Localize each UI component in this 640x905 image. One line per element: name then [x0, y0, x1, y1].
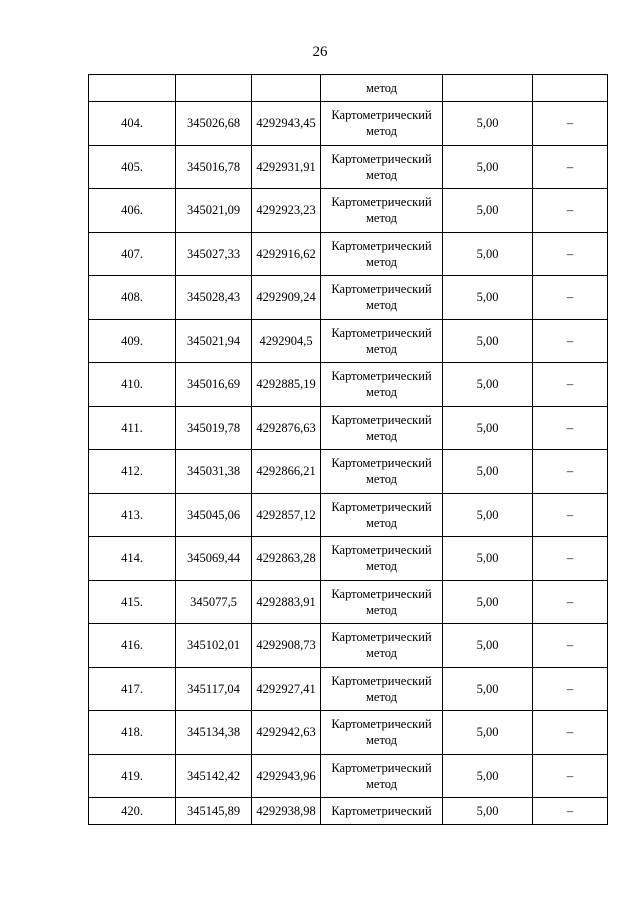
method-cell	[321, 580, 443, 624]
y-coordinate-cell: 4292916,62	[252, 232, 321, 276]
dash-cell	[533, 75, 608, 102]
y-coordinate-cell: 4292942,63	[252, 711, 321, 755]
y-coordinate-cell: 4292908,73	[252, 624, 321, 668]
method-cell	[321, 363, 443, 407]
table-row	[89, 754, 608, 798]
dash-cell: –	[533, 667, 608, 711]
x-coordinate-cell: 345021,94	[176, 319, 252, 363]
point-number-cell: 404.	[89, 102, 176, 146]
y-coordinate-cell: 4292883,91	[252, 580, 321, 624]
accuracy-cell: 5,00	[443, 363, 533, 407]
table-row	[89, 537, 608, 581]
accuracy-cell: 5,00	[443, 711, 533, 755]
point-number-cell: 414.	[89, 537, 176, 581]
table-row	[89, 624, 608, 668]
method-line-2: метод	[365, 211, 397, 226]
point-number-cell: 413.	[89, 493, 176, 537]
method-line-2: метод	[365, 515, 397, 530]
table-row	[89, 102, 608, 146]
dash-cell: –	[533, 276, 608, 320]
point-number-cell: 415.	[89, 580, 176, 624]
x-coordinate-cell: 345069,44	[176, 537, 252, 581]
point-number-cell: 418.	[89, 711, 176, 755]
dash-cell: –	[533, 754, 608, 798]
x-coordinate-cell: 345045,06	[176, 493, 252, 537]
point-number-cell: 406.	[89, 189, 176, 233]
method-line-2: метод	[365, 646, 397, 661]
method-cell	[321, 667, 443, 711]
table-row	[89, 711, 608, 755]
accuracy-cell: 5,00	[443, 406, 533, 450]
dash-cell: –	[533, 711, 608, 755]
table-row	[89, 75, 608, 102]
accuracy-cell: 5,00	[443, 189, 533, 233]
method-line-2: метод	[365, 254, 397, 269]
method-line-2: метод	[365, 428, 397, 443]
x-coordinate-cell: 345077,5	[176, 580, 252, 624]
point-number-cell: 408.	[89, 276, 176, 320]
x-coordinate-cell: 345016,69	[176, 363, 252, 407]
method-cell	[321, 493, 443, 537]
dash-cell: –	[533, 493, 608, 537]
coordinates-table	[88, 74, 608, 825]
accuracy-cell: 5,00	[443, 624, 533, 668]
accuracy-cell	[443, 75, 533, 102]
y-coordinate-cell: 4292909,24	[252, 276, 321, 320]
table-row	[89, 580, 608, 624]
method-line-1: Картометрический	[331, 717, 432, 732]
x-coordinate-cell: 345028,43	[176, 276, 252, 320]
method-cell: Картометрический	[321, 798, 443, 825]
point-number-cell: 407.	[89, 232, 176, 276]
accuracy-cell: 5,00	[443, 537, 533, 581]
method-line-2: метод	[365, 385, 397, 400]
point-number-cell: 416.	[89, 624, 176, 668]
dash-cell: –	[533, 319, 608, 363]
method-cell	[321, 537, 443, 581]
x-coordinate-cell: 345102,01	[176, 624, 252, 668]
table-row	[89, 493, 608, 537]
y-coordinate-cell: 4292904,5	[252, 319, 321, 363]
method-line-1: Картометрический	[331, 195, 432, 210]
x-coordinate-cell: 345027,33	[176, 232, 252, 276]
method-cell	[321, 276, 443, 320]
accuracy-cell: 5,00	[443, 450, 533, 494]
accuracy-cell: 5,00	[443, 232, 533, 276]
y-coordinate-cell: 4292938,98	[252, 798, 321, 825]
point-number-cell: 419.	[89, 754, 176, 798]
accuracy-cell: 5,00	[443, 276, 533, 320]
y-coordinate-cell: 4292863,28	[252, 537, 321, 581]
method-line-1: Картометрический	[331, 673, 432, 688]
accuracy-cell: 5,00	[443, 145, 533, 189]
accuracy-cell: 5,00	[443, 493, 533, 537]
x-coordinate-cell: 345142,42	[176, 754, 252, 798]
dash-cell: –	[533, 145, 608, 189]
x-coordinate-cell: 345016,78	[176, 145, 252, 189]
table-row	[89, 319, 608, 363]
accuracy-cell: 5,00	[443, 798, 533, 825]
method-line-2: метод	[365, 776, 397, 791]
accuracy-cell: 5,00	[443, 102, 533, 146]
y-coordinate-cell: 4292927,41	[252, 667, 321, 711]
table-row	[89, 406, 608, 450]
x-coordinate-cell	[176, 75, 252, 102]
dash-cell: –	[533, 450, 608, 494]
x-coordinate-cell: 345134,38	[176, 711, 252, 755]
method-line-1: Картометрический	[331, 499, 432, 514]
method-line-2: метод	[365, 689, 397, 704]
accuracy-cell: 5,00	[443, 667, 533, 711]
method-line-1: Картометрический	[331, 760, 432, 775]
method-cell	[321, 754, 443, 798]
x-coordinate-cell: 345021,09	[176, 189, 252, 233]
point-number-cell: 409.	[89, 319, 176, 363]
x-coordinate-cell: 345019,78	[176, 406, 252, 450]
y-coordinate-cell: 4292931,91	[252, 145, 321, 189]
y-coordinate-cell: 4292866,21	[252, 450, 321, 494]
method-line-2: метод	[365, 124, 397, 139]
method-cell	[321, 450, 443, 494]
dash-cell: –	[533, 798, 608, 825]
method-line-2: метод	[365, 298, 397, 313]
method-cell	[321, 624, 443, 668]
point-number-cell: 405.	[89, 145, 176, 189]
y-coordinate-cell: 4292943,45	[252, 102, 321, 146]
table-row	[89, 232, 608, 276]
page-number: 26	[312, 44, 328, 60]
method-line-2: метод	[365, 341, 397, 356]
method-cell	[321, 232, 443, 276]
point-number-cell: 410.	[89, 363, 176, 407]
y-coordinate-cell: 4292943,96	[252, 754, 321, 798]
table-row	[89, 363, 608, 407]
method-line-2: метод	[365, 472, 397, 487]
method-cell	[321, 711, 443, 755]
method-line-1: Картометрический	[331, 325, 432, 340]
method-cell	[321, 319, 443, 363]
y-coordinate-cell: 4292857,12	[252, 493, 321, 537]
method-cell	[321, 189, 443, 233]
method-line-1: Картометрический	[331, 151, 432, 166]
x-coordinate-cell: 345026,68	[176, 102, 252, 146]
point-number-cell: 417.	[89, 667, 176, 711]
dash-cell: –	[533, 232, 608, 276]
method-line-1: Картометрический	[331, 108, 432, 123]
x-coordinate-cell: 345031,38	[176, 450, 252, 494]
dash-cell: –	[533, 624, 608, 668]
accuracy-cell: 5,00	[443, 754, 533, 798]
dash-cell: –	[533, 580, 608, 624]
table-row	[89, 276, 608, 320]
dash-cell: –	[533, 537, 608, 581]
dash-cell: –	[533, 406, 608, 450]
method-cell	[321, 145, 443, 189]
point-number-cell	[89, 75, 176, 102]
method-cell: метод	[321, 75, 443, 102]
table-row	[89, 145, 608, 189]
method-line-2: метод	[365, 602, 397, 617]
method-line-1: Картометрический	[331, 630, 432, 645]
dash-cell: –	[533, 102, 608, 146]
table-row	[89, 798, 608, 825]
point-number-cell: 420.	[89, 798, 176, 825]
table-row	[89, 667, 608, 711]
accuracy-cell: 5,00	[443, 319, 533, 363]
table-row	[89, 189, 608, 233]
dash-cell: –	[533, 363, 608, 407]
method-line-1: Картометрический	[331, 586, 432, 601]
dash-cell: –	[533, 189, 608, 233]
method-line-2: метод	[365, 559, 397, 574]
method-line-1: Картометрический	[331, 456, 432, 471]
point-number-cell: 411.	[89, 406, 176, 450]
method-line-2: метод	[365, 167, 397, 182]
x-coordinate-cell: 345117,04	[176, 667, 252, 711]
x-coordinate-cell: 345145,89	[176, 798, 252, 825]
point-number-cell: 412.	[89, 450, 176, 494]
table-row	[89, 450, 608, 494]
y-coordinate-cell	[252, 75, 321, 102]
method-line-2: метод	[365, 733, 397, 748]
method-cell	[321, 406, 443, 450]
accuracy-cell: 5,00	[443, 580, 533, 624]
method-cell	[321, 102, 443, 146]
method-line-1: Картометрический	[331, 369, 432, 384]
method-line-1: Картометрический	[331, 412, 432, 427]
y-coordinate-cell: 4292923,23	[252, 189, 321, 233]
method-line-1: Картометрический	[331, 238, 432, 253]
y-coordinate-cell: 4292885,19	[252, 363, 321, 407]
y-coordinate-cell: 4292876,63	[252, 406, 321, 450]
method-line-1: Картометрический	[331, 543, 432, 558]
method-line-1: Картометрический	[331, 282, 432, 297]
